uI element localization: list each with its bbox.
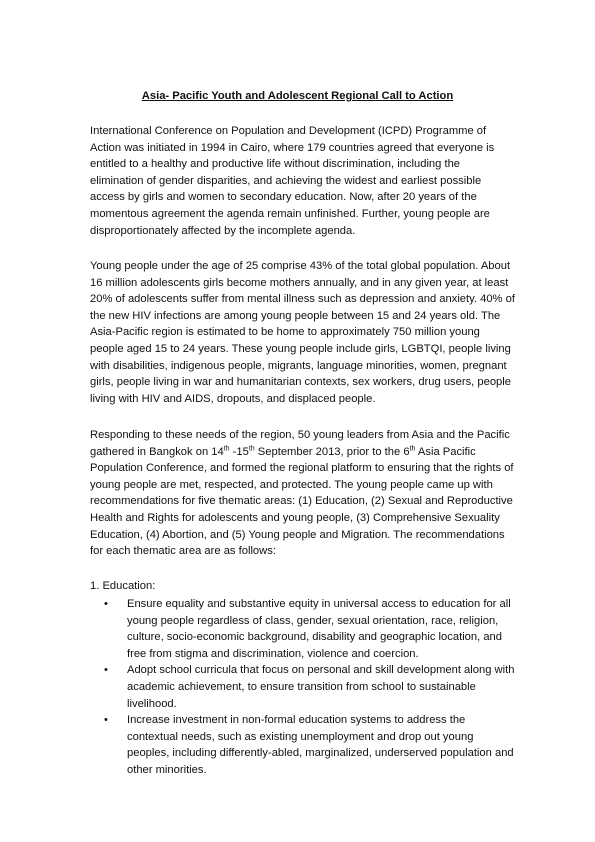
bullet-icon: • [104,714,108,727]
list-item-text: Adopt school curricula that focus on personal and skill development along with academic achievement, to ensure transition from school to sustainable livelihood. [127,664,515,710]
education-bullet-list [90,596,515,779]
list-item [90,596,515,662]
list-item-text: Increase investment in non-formal education systems to address the contextual needs, such as existing unemployment and drop out young peoples, including differently-abled, marginalized, underserved population and other minorities. [127,714,514,776]
paragraph-young-people-statistics: Young people under the age of 25 comprise 43% of the total global population. About 16 million adolescents girls become mothers annually, and in any given year, at least 20% of adolescents suffer from mental illness such as depression and anxiety. 40% of the new HIV infections are among young people between 15 and 24 years old. The Asia-Pacific region is estimated to be home to approximately 750 million young people aged 15 to 24 years. These young people include girls, LGBTQI, people living with disabilities, indigenous people, migrants, language minorities, women, pregnant girls, people living in war and humanitarian contexts, sex workers, drug users, people living with HIV and AIDS, dropouts, and displaced people. [90,260,515,405]
superscript-ordinal: th [223,444,230,452]
paragraph-text: September 2013, prior to the 6 [254,445,410,458]
list-item-text: Ensure equality and substantive equity in universal access to education for all young people regardless of class, gender, sexual orientation, race, religion, culture, socio-economic background, disability and geographic location, and free from stigma and discrimination, violence and coercion. [127,598,511,660]
list-item [90,662,515,712]
list-item [90,712,515,778]
paragraph-text: Asia Pacific Population Conference, and formed the regional platform to ensuring that the rights of young people are met, respected, and protected. The young people came up with recommendations for five thematic areas: (1) Education, (2) Sexual and Reproductive Health and Rights for adolescents and young people, (3) Comprehensive Sexuality Education, (4) Abortion, and (5) Young people and Migration. The recommendations for each thematic area are as follows: [90,445,514,558]
document-title: Asia- Pacific Youth and Adolescent Regional Call to Action [141,90,454,102]
paragraph-text: Responding to these needs of the region, 50 young leaders from Asia and the Pacific gathered in Bangkok on 14 [90,429,510,458]
paragraph-regional-platform [90,427,515,560]
section-heading-education: 1. Education: [90,580,156,592]
superscript-ordinal: th [409,444,416,452]
paragraph-icpd-background: International Conference on Population and Development (ICPD) Programme of Action was initiated in 1994 in Cairo, where 179 countries agreed that everyone is entitled to a healthy and productive life without discrimination, including the elimination of gender disparities, and achieving the widest and earliest possible access by girls and women to secondary education. Now, after 20 years of the momentous agreement the agenda remain unfinished. Further, young people are disproportionately affected by the incomplete agenda. [90,125,495,237]
paragraph-text: -15 [229,445,249,458]
bullet-icon: • [104,598,108,610]
bullet-icon: • [104,664,108,677]
superscript-ordinal: th [248,444,255,452]
